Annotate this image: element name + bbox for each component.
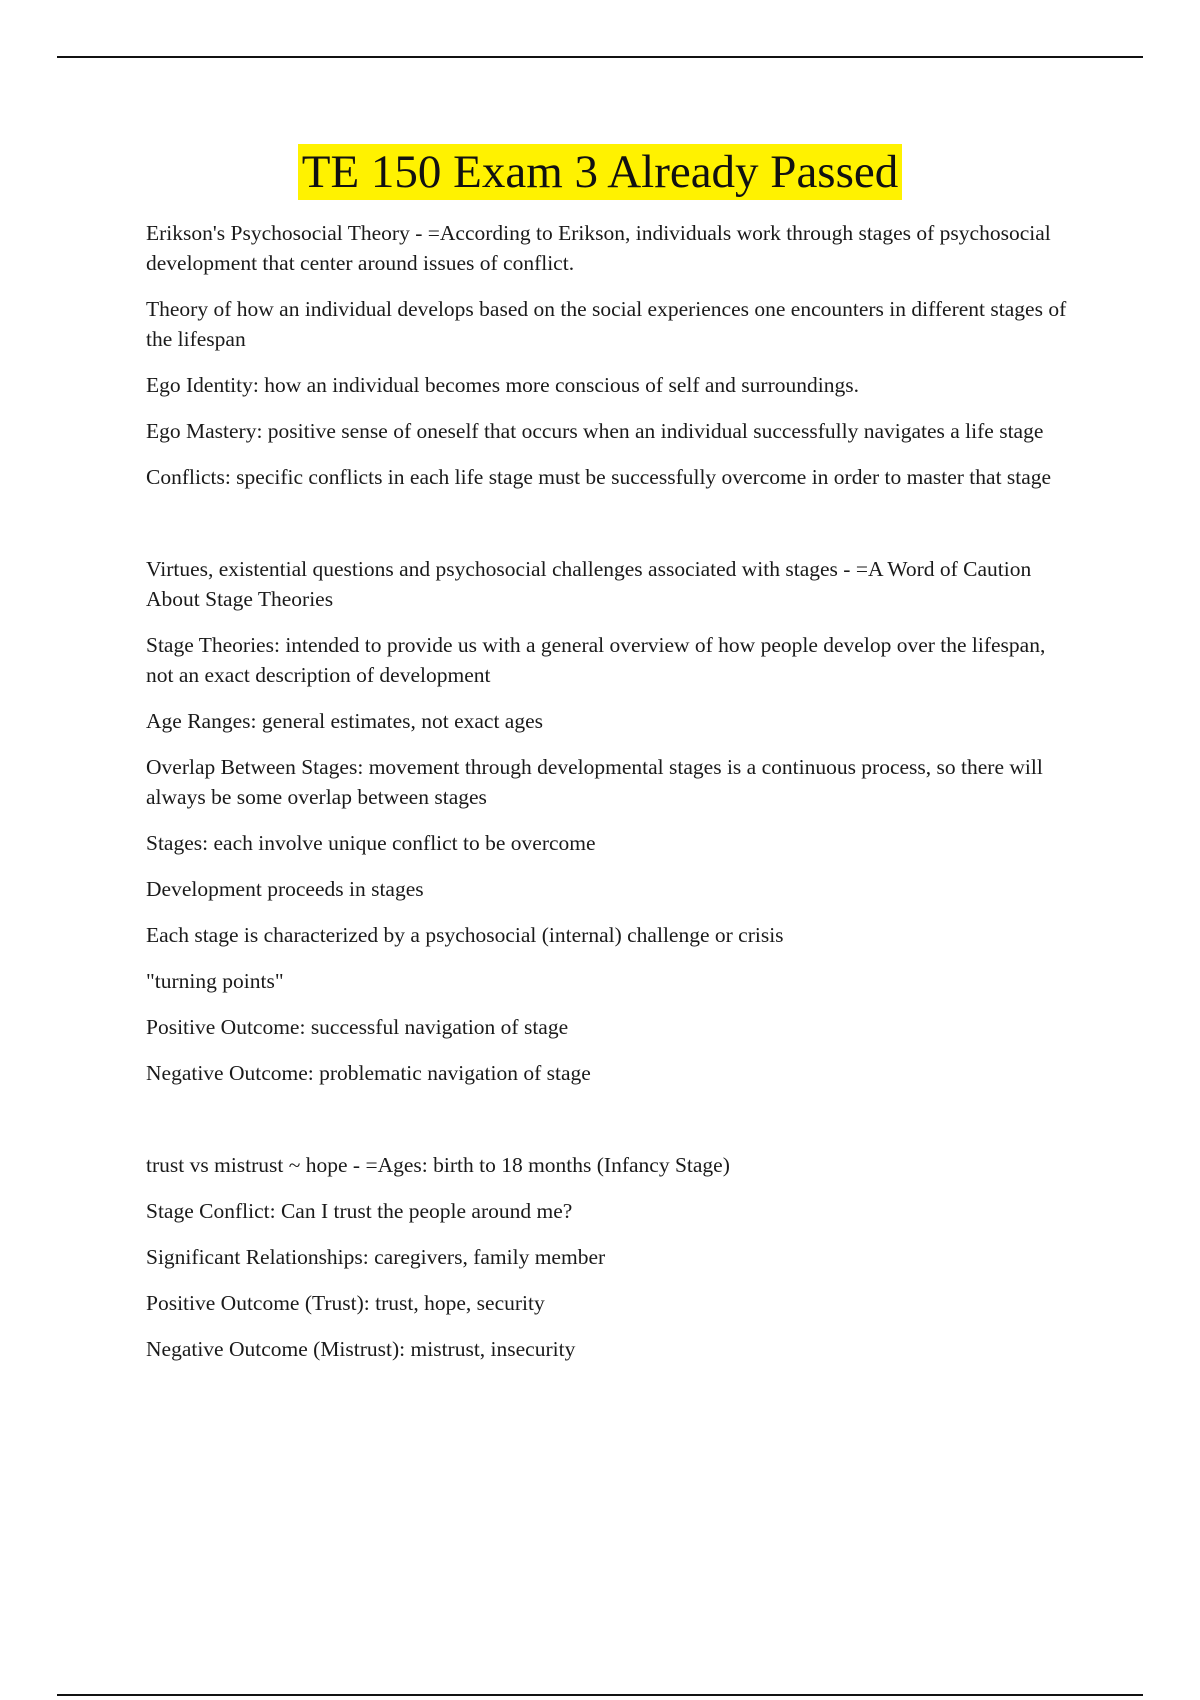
top-rule: [57, 56, 1143, 58]
paragraph: Erikson's Psychosocial Theory - =According to Erikson, individuals work through stages of psychosocial development that center around issues of conflict.: [146, 221, 1051, 275]
paragraph: Ego Identity: how an individual becomes more conscious of self and surroundings.: [146, 373, 859, 397]
paragraph: Stage Conflict: Can I trust the people around me?: [146, 1199, 573, 1223]
paragraph: Theory of how an individual develops based on the social experiences one encounters in different stages of the lifespan: [146, 297, 1067, 351]
paragraph: Stages: each involve unique conflict to be overcome: [146, 831, 596, 855]
paragraph: Age Ranges: general estimates, not exact ages: [146, 709, 544, 733]
paragraph: Positive Outcome (Trust): trust, hope, security: [146, 1291, 545, 1315]
paragraph: Stage Theories: intended to provide us with a general overview of how people develop over the lifespan, not an exact description of development: [146, 633, 1046, 687]
paragraph: "turning points": [146, 969, 284, 993]
paragraph: Virtues, existential questions and psychosocial challenges associated with stages - =A Word of Caution About Stage Theories: [146, 557, 1032, 611]
paragraph: Overlap Between Stages: movement through developmental stages is a continuous process, so there will always be some overlap between stages: [146, 755, 1043, 809]
paragraph: Conflicts: specific conflicts in each life stage must be successfully overcome in order to master that stage: [146, 465, 1052, 489]
paragraph: Ego Mastery: positive sense of oneself that occurs when an individual successfully navigates a life stage: [146, 419, 1044, 443]
paragraph: Negative Outcome: problematic navigation of stage: [146, 1061, 591, 1085]
title-container: [0, 144, 1200, 200]
document-body: [146, 218, 1076, 1380]
paragraph: Negative Outcome (Mistrust): mistrust, insecurity: [146, 1337, 576, 1361]
paragraph: Each stage is characterized by a psychosocial (internal) challenge or crisis: [146, 923, 784, 947]
paragraph: trust vs mistrust ~ hope - =Ages: birth to 18 months (Infancy Stage): [146, 1153, 730, 1177]
bottom-rule: [57, 1694, 1143, 1696]
paragraph: Significant Relationships: caregivers, family member: [146, 1245, 606, 1269]
section-spacer: [146, 508, 1076, 554]
paragraph: Development proceeds in stages: [146, 877, 424, 901]
section-spacer: [146, 1104, 1076, 1150]
document-title: TE 150 Exam 3 Already Passed: [298, 144, 903, 200]
paragraph: Positive Outcome: successful navigation of stage: [146, 1015, 569, 1039]
